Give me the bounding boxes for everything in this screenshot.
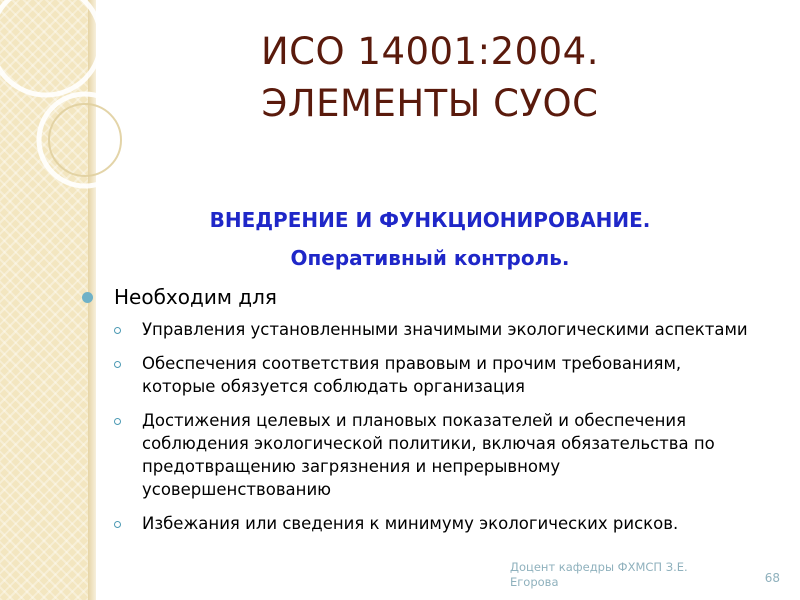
page-number: 68	[764, 571, 780, 585]
slide-title	[150, 26, 710, 130]
sub-bullet-item	[110, 318, 750, 341]
ring-bullet-icon	[114, 418, 121, 425]
ring-bullet-icon	[114, 521, 121, 528]
section-subheading: Оперативный контроль.	[290, 246, 570, 270]
bullet-dot-icon	[82, 292, 93, 303]
decorative-rings	[0, 0, 140, 220]
footer-author: Доцент кафедры ФХМСП З.Е. Егорова	[510, 560, 688, 589]
sub-bullet-item	[110, 352, 750, 398]
ring-bullet-icon	[114, 327, 121, 334]
sub-bullet-item	[110, 512, 750, 535]
main-bullet	[82, 283, 732, 311]
sub-bullet-text: Избежания или сведения к минимуму экологических рисков.	[142, 514, 679, 533]
sub-bullet-text: Достижения целевых и плановых показателей и обеспечения соблюдения экологической политики, включая обязательства по предотвращению загрязнения и непрерывному усовершенствованию	[142, 411, 715, 499]
sub-bullet-item	[110, 409, 750, 501]
ring-bullet-icon	[114, 361, 121, 368]
sub-bullet-text: Управления установленными значимыми экологическими аспектами	[142, 320, 748, 339]
sub-bullet-list	[110, 318, 750, 546]
main-bullet-text: Необходим для	[114, 285, 277, 309]
slide-title-line2: ЭЛЕМЕНТЫ СУОС	[261, 82, 599, 125]
sub-bullet-text: Обеспечения соответствия правовым и прочим требованиям, которые обязуется соблюдать организация	[142, 354, 682, 396]
section-heading: ВНЕДРЕНИЕ И ФУНКЦИОНИРОВАНИЕ.	[209, 208, 651, 232]
slide-title-line1: ИСО 14001:2004.	[261, 30, 599, 73]
